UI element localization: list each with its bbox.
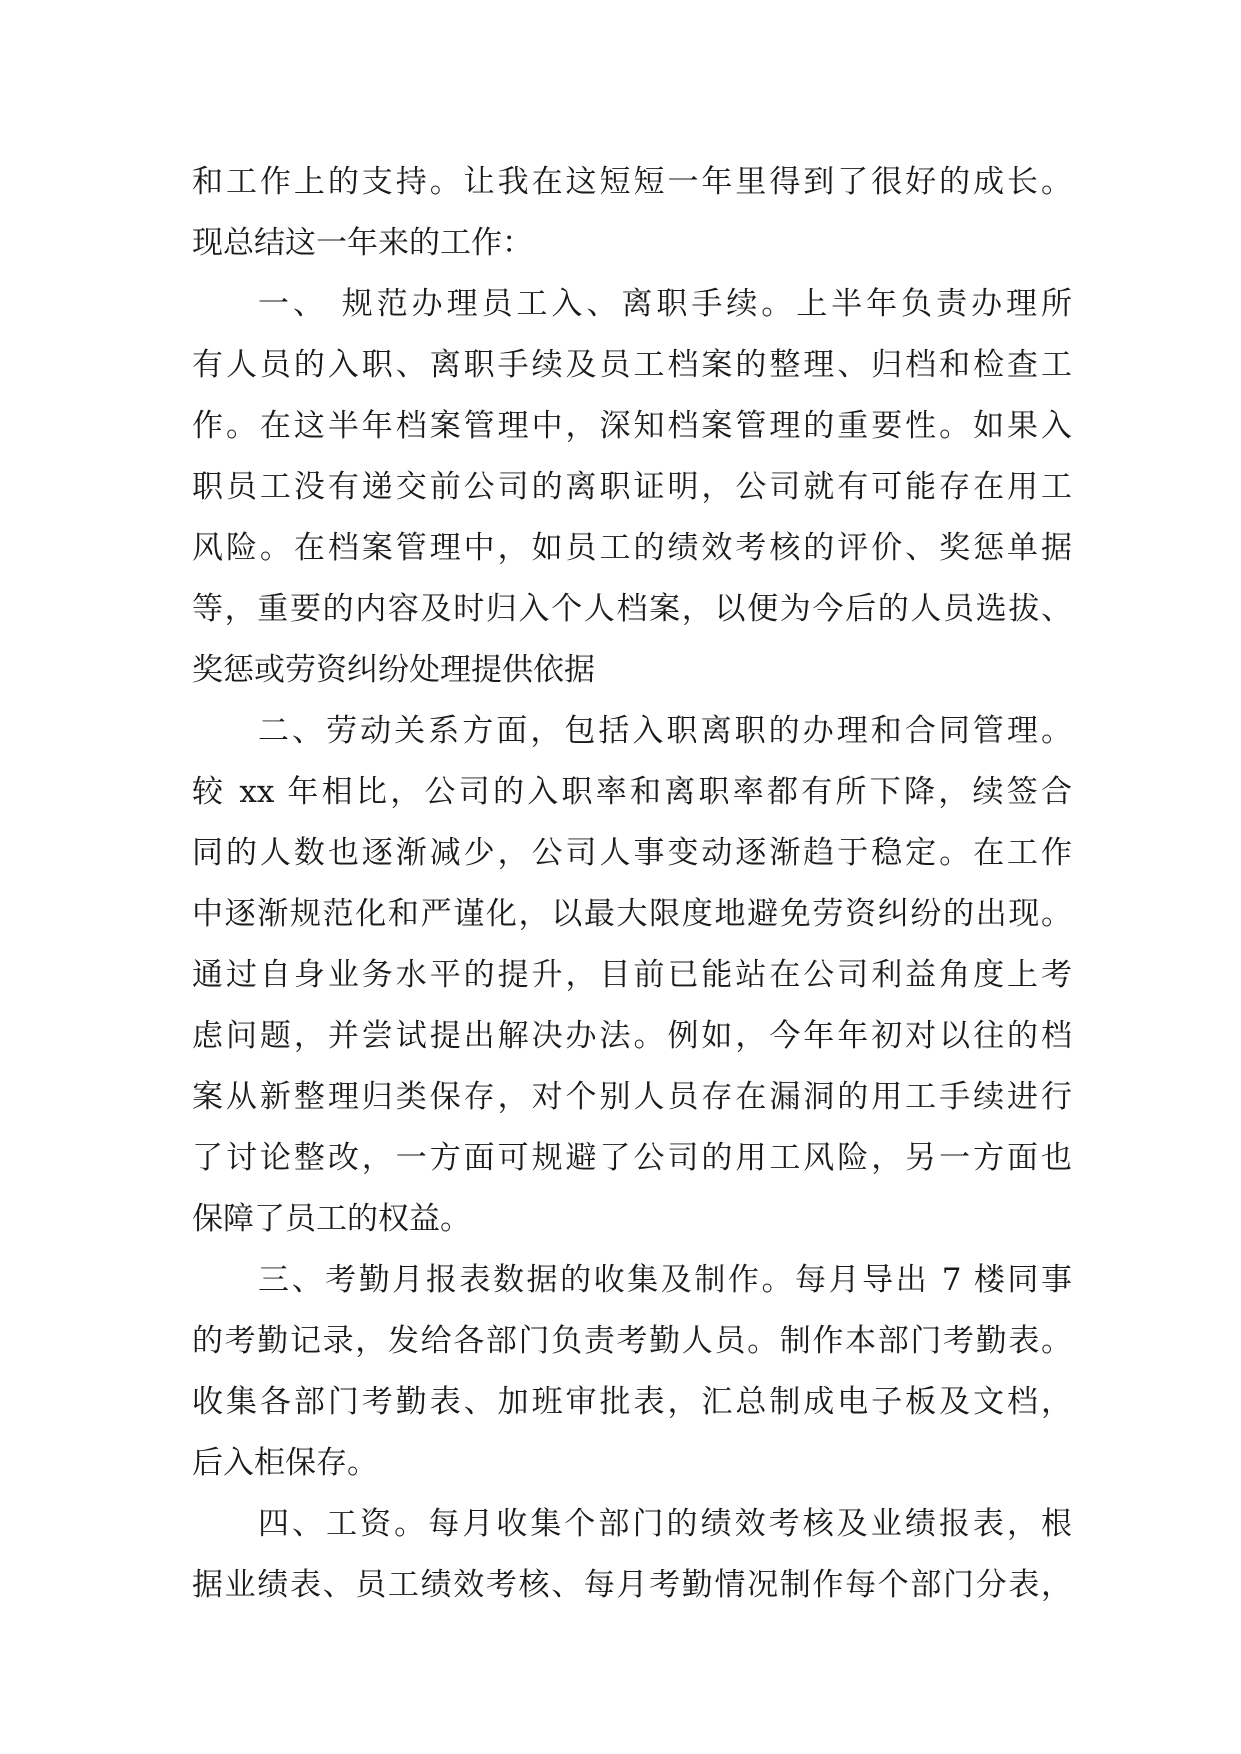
text-line: 风险。在档案管理中，如员工的绩效考核的评价、奖惩单据 [192, 530, 1072, 566]
paragraph-heading-3: 三、考勤月报表数据的收集及制作。每月导出 7 楼同事 [258, 1262, 1072, 1298]
text-line: 等，重要的内容及时归入个人档案，以便为今后的人员选拔、 [192, 591, 1072, 627]
text-line: 通过自身业务水平的提升，目前已能站在公司利益角度上考 [192, 957, 1072, 993]
text-line: 有人员的入职、离职手续及员工档案的整理、归档和检查工 [192, 347, 1072, 383]
text-line: 较 xx 年相比，公司的入职率和离职率都有所下降，续签合 [192, 774, 1072, 810]
text-line: 职员工没有递交前公司的离职证明，公司就有可能存在用工 [192, 469, 1072, 505]
text-line: 案从新整理归类保存，对个别人员存在漏洞的用工手续进行 [192, 1079, 1072, 1115]
paragraph-heading-4: 四、工资。每月收集个部门的绩效考核及业绩报表，根 [258, 1506, 1072, 1542]
text-line: 了讨论整改，一方面可规避了公司的用工风险，另一方面也 [192, 1140, 1072, 1176]
paragraph-heading-2: 二、劳动关系方面，包括入职离职的办理和合同管理。 [258, 713, 1072, 749]
text-line: 同的人数也逐渐减少，公司人事变动逐渐趋于稳定。在工作 [192, 835, 1072, 871]
text-line: 奖惩或劳资纠纷处理提供依据 [192, 652, 595, 688]
text-line: 收集各部门考勤表、加班审批表，汇总制成电子板及文档， [192, 1384, 1072, 1420]
text-line: 保障了员工的权益。 [192, 1201, 471, 1237]
text-line: 据业绩表、员工绩效考核、每月考勤情况制作每个部门分表， [192, 1567, 1072, 1603]
paragraph-heading-1: 一、 规范办理员工入、离职手续。上半年负责办理所 [258, 286, 1072, 322]
text-line: 作。在这半年档案管理中，深知档案管理的重要性。如果入 [192, 408, 1072, 444]
text-line: 虑问题，并尝试提出解决办法。例如，今年年初对以往的档 [192, 1018, 1072, 1054]
text-line: 中逐渐规范化和严谨化，以最大限度地避免劳资纠纷的出现。 [192, 896, 1072, 932]
text-line: 和工作上的支持。让我在这短短一年里得到了很好的成长。 [192, 164, 1072, 200]
text-line: 现总结这一年来的工作： [192, 225, 533, 261]
text-line: 的考勤记录，发给各部门负责考勤人员。制作本部门考勤表。 [192, 1323, 1072, 1359]
text-line: 后入柜保存。 [192, 1445, 378, 1481]
document-body [192, 152, 1072, 1616]
